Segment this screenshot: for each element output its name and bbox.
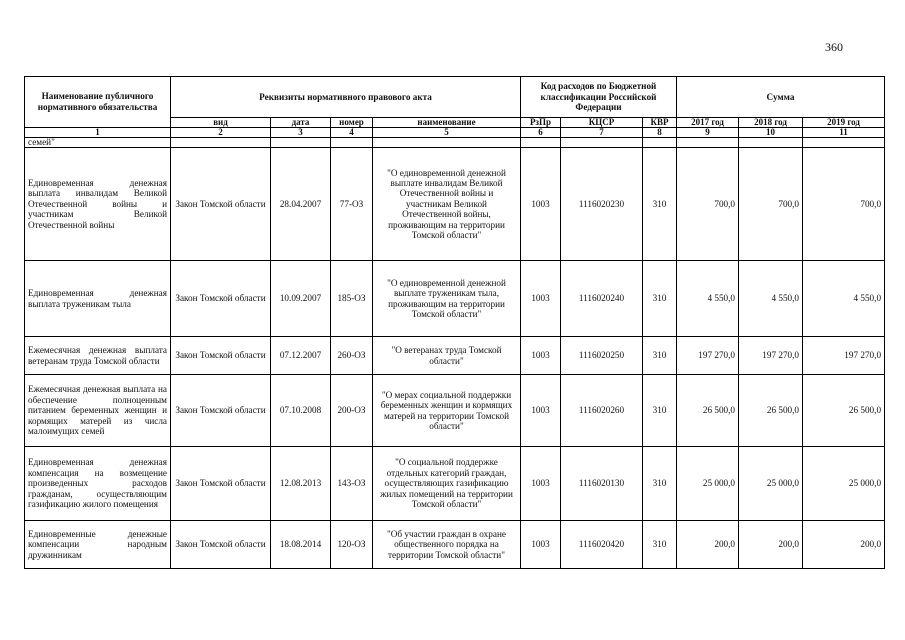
sum-2017: 200,0 bbox=[677, 521, 739, 569]
table-row bbox=[25, 521, 885, 569]
obligation-name: Ежемесячная денежная выплата ветеранам труда Томской области bbox=[25, 337, 171, 375]
rzpr-code: 1003 bbox=[521, 261, 561, 337]
sum-2018: 25 000,0 bbox=[739, 447, 803, 521]
kvr-code: 310 bbox=[643, 148, 677, 261]
header-act-date: дата bbox=[271, 118, 331, 128]
col-num: 3 bbox=[271, 128, 331, 138]
sum-2018: 197 270,0 bbox=[739, 337, 803, 375]
rzpr-code: 1003 bbox=[521, 521, 561, 569]
rzpr-code: 1003 bbox=[521, 375, 561, 447]
sum-2017: 4 550,0 bbox=[677, 261, 739, 337]
sum-2018: 26 500,0 bbox=[739, 375, 803, 447]
kvr-code: 310 bbox=[643, 521, 677, 569]
act-date: 28.04.2007 bbox=[271, 148, 331, 261]
header-obligation-name: Наименование публичного нормативного обязательства bbox=[25, 77, 171, 128]
act-type: Закон Томской области bbox=[171, 447, 271, 521]
act-number: 120-ОЗ bbox=[331, 521, 373, 569]
header-act-number: номер bbox=[331, 118, 373, 128]
obligations-table bbox=[24, 76, 885, 569]
rzpr-code: 1003 bbox=[521, 447, 561, 521]
obligation-name: Единовременные денежные компенсации народным дружинникам bbox=[25, 521, 171, 569]
kvr-code: 310 bbox=[643, 375, 677, 447]
kvr-code: 310 bbox=[643, 261, 677, 337]
header-2017: 2017 год bbox=[677, 118, 739, 128]
header-rzpr: РзПр bbox=[521, 118, 561, 128]
obligation-name: Единовременная денежная компенсация на возмещение произведенных расходов гражданам, осуществляющим газификацию жилого помещения bbox=[25, 447, 171, 521]
rzpr-code: 1003 bbox=[521, 148, 561, 261]
col-num: 9 bbox=[677, 128, 739, 138]
act-number: 143-ОЗ bbox=[331, 447, 373, 521]
header-2018: 2018 год bbox=[739, 118, 803, 128]
col-num: 4 bbox=[331, 128, 373, 138]
header-act-type: вид bbox=[171, 118, 271, 128]
act-date: 10.09.2007 bbox=[271, 261, 331, 337]
sum-2019: 200,0 bbox=[803, 521, 885, 569]
act-date: 07.12.2007 bbox=[271, 337, 331, 375]
header-sum: Сумма bbox=[677, 77, 885, 118]
carry-over-row bbox=[25, 138, 885, 148]
kcsr-code: 1116020250 bbox=[561, 337, 643, 375]
act-title: "О единовременной денежной выплате инвалидам Великой Отечественной войны и участникам Великой Отечественной войны, проживающим на территории Томской области" bbox=[373, 148, 521, 261]
sum-2019: 197 270,0 bbox=[803, 337, 885, 375]
kcsr-code: 1116020240 bbox=[561, 261, 643, 337]
act-title: "О мерах социальной поддержки беременных женщин и кормящих матерей на территории Томской области" bbox=[373, 375, 521, 447]
table-row bbox=[25, 337, 885, 375]
table-row bbox=[25, 261, 885, 337]
col-num: 11 bbox=[803, 128, 885, 138]
sum-2019: 700,0 bbox=[803, 148, 885, 261]
obligation-name: Единовременная денежная выплата труженикам тыла bbox=[25, 261, 171, 337]
kvr-code: 310 bbox=[643, 337, 677, 375]
sum-2018: 700,0 bbox=[739, 148, 803, 261]
table-row bbox=[25, 447, 885, 521]
header-legal-act: Реквизиты нормативного правового акта bbox=[171, 77, 521, 118]
sum-2017: 700,0 bbox=[677, 148, 739, 261]
header-2019: 2019 год bbox=[803, 118, 885, 128]
col-num: 1 bbox=[25, 128, 171, 138]
act-date: 12.08.2013 bbox=[271, 447, 331, 521]
act-number: 77-ОЗ bbox=[331, 148, 373, 261]
sum-2019: 4 550,0 bbox=[803, 261, 885, 337]
col-num: 5 bbox=[373, 128, 521, 138]
act-number: 260-ОЗ bbox=[331, 337, 373, 375]
header-row-main bbox=[25, 77, 885, 118]
header-kvr: КВР bbox=[643, 118, 677, 128]
header-act-title: наименование bbox=[373, 118, 521, 128]
col-num: 10 bbox=[739, 128, 803, 138]
header-kcsr: КЦСР bbox=[561, 118, 643, 128]
sum-2017: 26 500,0 bbox=[677, 375, 739, 447]
obligation-name: Единовременная денежная выплата инвалидам Великой Отечественной войны и участникам Великой Отечественной войны bbox=[25, 148, 171, 261]
act-number: 200-ОЗ bbox=[331, 375, 373, 447]
kcsr-code: 1116020230 bbox=[561, 148, 643, 261]
act-date: 07.10.2008 bbox=[271, 375, 331, 447]
carry-over-text: семей" bbox=[25, 138, 171, 148]
sum-2017: 197 270,0 bbox=[677, 337, 739, 375]
col-num: 7 bbox=[561, 128, 643, 138]
act-type: Закон Томской области bbox=[171, 148, 271, 261]
act-type: Закон Томской области bbox=[171, 521, 271, 569]
header-budget-code: Код расходов по Бюджетной классификации Российской Федерации bbox=[521, 77, 677, 118]
act-type: Закон Томской области bbox=[171, 337, 271, 375]
act-number: 185-ОЗ bbox=[331, 261, 373, 337]
obligation-name: Ежемесячная денежная выплата на обеспечение полноценным питанием беременных женщин и кормящих матерей из числа малоимущих семей bbox=[25, 375, 171, 447]
table-row bbox=[25, 375, 885, 447]
col-num: 6 bbox=[521, 128, 561, 138]
kcsr-code: 1116020260 bbox=[561, 375, 643, 447]
column-numbers-row bbox=[25, 128, 885, 138]
act-title: "Об участии граждан в охране общественного порядка на территории Томской области" bbox=[373, 521, 521, 569]
act-type: Закон Томской области bbox=[171, 375, 271, 447]
kvr-code: 310 bbox=[643, 447, 677, 521]
sum-2018: 4 550,0 bbox=[739, 261, 803, 337]
kcsr-code: 1116020130 bbox=[561, 447, 643, 521]
col-num: 2 bbox=[171, 128, 271, 138]
kcsr-code: 1116020420 bbox=[561, 521, 643, 569]
rzpr-code: 1003 bbox=[521, 337, 561, 375]
table-row bbox=[25, 148, 885, 261]
sum-2019: 26 500,0 bbox=[803, 375, 885, 447]
act-type: Закон Томской области bbox=[171, 261, 271, 337]
act-date: 18.08.2014 bbox=[271, 521, 331, 569]
sum-2019: 25 000,0 bbox=[803, 447, 885, 521]
page-number: 360 bbox=[825, 40, 843, 54]
act-title: "О социальной поддержке отдельных категорий граждан, осуществляющих газификацию жилых помещений на территории Томской области" bbox=[373, 447, 521, 521]
act-title: "О ветеранах труда Томской области" bbox=[373, 337, 521, 375]
act-title: "О единовременной денежной выплате труженикам тыла, проживающим на территории Томской области" bbox=[373, 261, 521, 337]
sum-2018: 200,0 bbox=[739, 521, 803, 569]
col-num: 8 bbox=[643, 128, 677, 138]
sum-2017: 25 000,0 bbox=[677, 447, 739, 521]
